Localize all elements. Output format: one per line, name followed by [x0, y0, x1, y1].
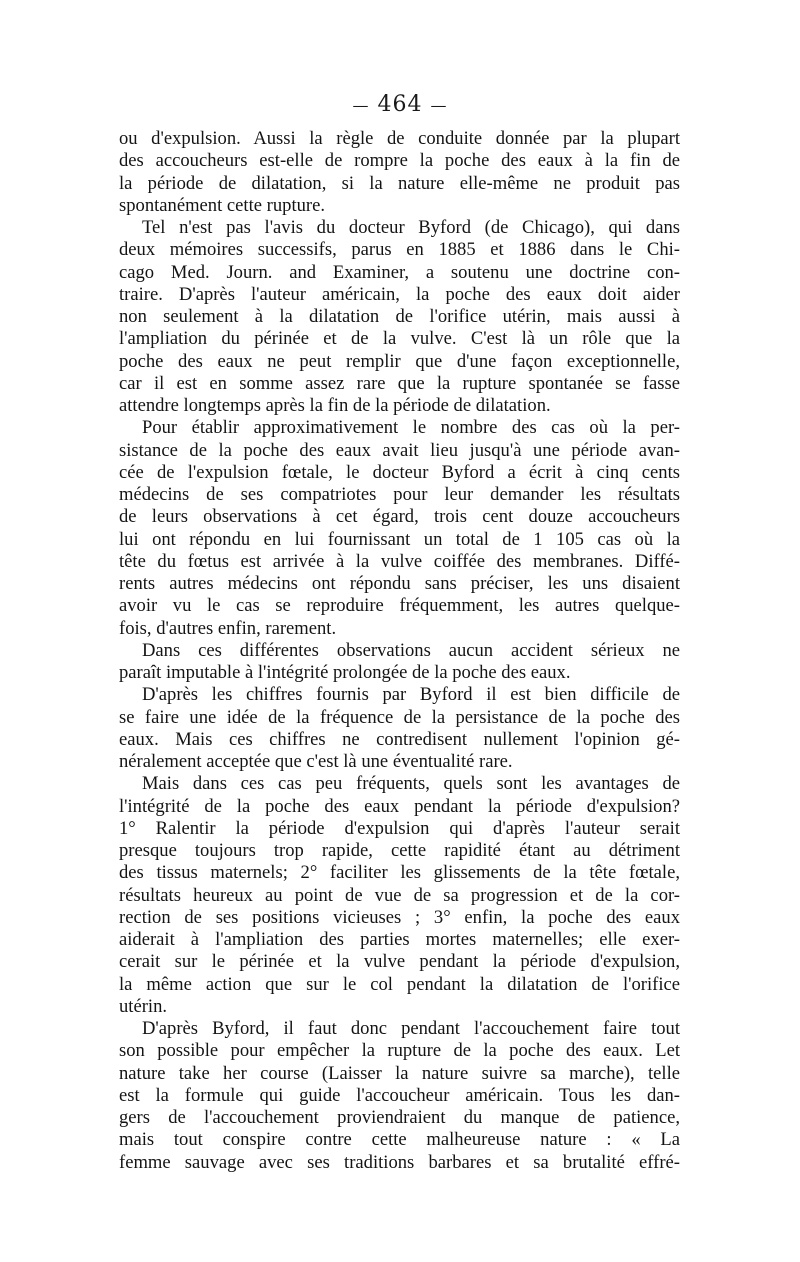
text-line: des tissus maternels; 2° faciliter les glissements de la tête fœtale,	[119, 862, 680, 884]
text-line: la même action que sur le col pendant la dilatation de l'orifice	[119, 973, 680, 995]
text-line: fois, d'autres enfin, rarement.	[119, 617, 337, 639]
text-line: rection de ses positions vicieuses ; 3° enfin, la poche des eaux	[119, 906, 680, 928]
header-ornament-right: —	[430, 95, 448, 115]
text-line: néralement acceptée que c'est là une éventualité rare.	[119, 751, 513, 772]
text-line: 1° Ralentir la période d'expulsion qui d'après l'auteur serait	[119, 817, 680, 839]
text-line: Mais dans ces cas peu fréquents, quels sont les avantages de	[142, 773, 680, 795]
body-text	[119, 128, 680, 1174]
text-line: presque toujours trop rapide, cette rapidité étant au détriment	[119, 840, 680, 861]
text-line: traire. D'après l'auteur américain, la poche des eaux doit aider	[119, 283, 680, 305]
text-line: poche des eaux ne peut remplir que d'une façon exceptionnelle,	[119, 350, 680, 372]
text-line: Pour établir approximativement le nombre des cas où la per-	[142, 417, 680, 439]
text-line: mais tout conspire contre cette malheureuse nature : « La	[119, 1129, 680, 1151]
text-line: l'ampliation du périnée et de la vulve. C'est là un rôle que la	[119, 328, 680, 350]
text-line: cée de l'expulsion fœtale, le docteur Byford a écrit à cinq cents	[119, 461, 680, 483]
text-line: son possible pour empêcher la rupture de la poche des eaux. Let	[119, 1040, 680, 1062]
text-line: femme sauvage avec ses traditions barbares et sa brutalité effré-	[119, 1151, 680, 1173]
text-line: est la formule qui guide l'accoucheur américain. Tous les dan-	[119, 1084, 680, 1106]
page-header	[0, 92, 800, 117]
text-line: avoir vu le cas se reproduire fréquemment, les autres quelque-	[119, 595, 680, 617]
text-line: rents autres médecins ont répondu sans préciser, les uns disaient	[119, 573, 680, 594]
text-line: Tel n'est pas l'avis du docteur Byford (de Chicago), qui dans	[142, 217, 680, 238]
text-line: sistance de la poche des eaux avait lieu jusqu'à une période avan-	[119, 439, 680, 461]
text-line: se faire une idée de la fréquence de la persistance de la poche des	[119, 706, 680, 728]
text-line: aiderait à l'ampliation des parties mortes maternelles; elle exer-	[119, 929, 680, 950]
text-line: D'après Byford, il faut donc pendant l'accouchement faire tout	[142, 1018, 680, 1039]
text-line: attendre longtemps après la fin de la période de dilatation.	[119, 395, 551, 416]
text-line: non seulement à la dilatation de l'orifice utérin, mais aussi à	[119, 306, 680, 327]
text-line: eaux. Mais ces chiffres ne contredisent nullement l'opinion gé-	[119, 728, 680, 750]
text-line: tête du fœtus est arrivée à la vulve coiffée des membranes. Diffé-	[119, 550, 680, 572]
text-line: résultats heureux au point de vue de sa progression et de la cor-	[119, 884, 680, 906]
text-line: nature take her course (Laisser la nature suivre sa marche), telle	[119, 1062, 680, 1084]
text-line: cerait sur le périnée et la vulve pendant la période d'expulsion,	[119, 951, 680, 973]
text-line: de leurs observations à cet égard, trois cent douze accoucheurs	[119, 506, 680, 528]
text-line: ou d'expulsion. Aussi la règle de conduite donnée par la plupart	[119, 128, 680, 149]
text-line: cago Med. Journ. and Examiner, a soutenu une doctrine con-	[119, 261, 680, 283]
text-line: Dans ces différentes observations aucun accident sérieux ne	[142, 639, 680, 661]
text-line: gers de l'accouchement proviendraient du manque de patience,	[119, 1107, 680, 1128]
header-ornament-left: —	[352, 95, 370, 115]
text-line: lui ont répondu en lui fournissant un total de 1 105 cas où la	[119, 528, 680, 550]
text-line: médecins de ses compatriotes pour leur demander les résultats	[119, 484, 680, 505]
text-line: la période de dilatation, si la nature elle-même ne produit pas	[119, 172, 680, 194]
text-line: spontanément cette rupture.	[119, 194, 326, 216]
text-line: D'après les chiffres fournis par Byford il est bien difficile de	[142, 684, 680, 706]
text-line: des accoucheurs est-elle de rompre la poche des eaux à la fin de	[119, 150, 680, 172]
text-line: deux mémoires successifs, parus en 1885 et 1886 dans le Chi-	[119, 239, 680, 261]
text-line: paraît imputable à l'intégrité prolongée de la poche des eaux.	[119, 662, 571, 683]
page-number: 464	[377, 92, 423, 117]
text-line: utérin.	[119, 995, 168, 1017]
text-line: l'intégrité de la poche des eaux pendant la période d'expulsion?	[119, 795, 680, 817]
text-line: car il est en somme assez rare que la rupture spontanée se fasse	[119, 372, 680, 394]
